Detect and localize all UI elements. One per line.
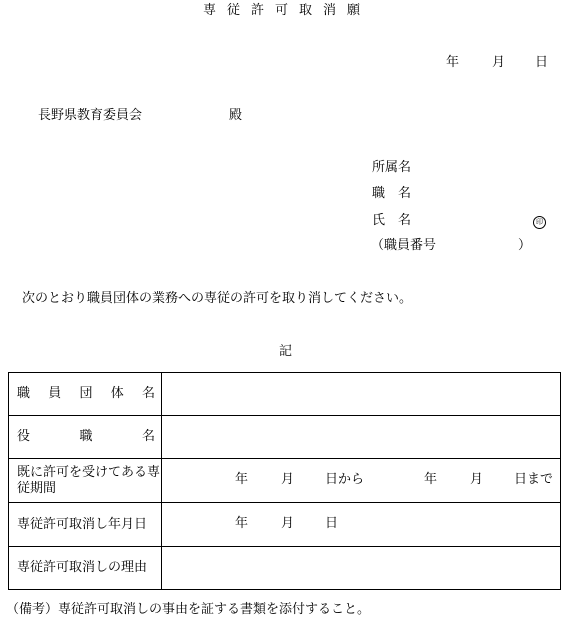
seal-mark [533, 213, 546, 229]
cancel-day: 日 [325, 516, 339, 531]
affiliation-label: 所属名 [372, 160, 412, 175]
row-label-cancellation-date: 専従許可取消し年月日 [9, 503, 162, 547]
row-label-approved-period: 既に許可を受けてある専従期間 [9, 459, 162, 503]
period-end-month: 月 [470, 472, 484, 487]
staff-union-value-cell[interactable] [162, 373, 561, 416]
row-label-position: 役 職 名 [9, 416, 162, 459]
ki-heading: 記 [279, 344, 293, 359]
table-row [9, 547, 561, 590]
name-label: 氏 名 [372, 213, 412, 228]
table-row [9, 503, 561, 547]
addressee-honorific: 殿 [229, 108, 243, 123]
cancel-year: 年 [235, 516, 249, 531]
staff-number-close: ） [518, 238, 532, 253]
cancel-month: 月 [281, 516, 295, 531]
submission-date [0, 55, 569, 71]
date-month-label: 月 [492, 55, 506, 70]
addressee-name: 長野県教育委員会 [38, 108, 143, 123]
position-label: 職 名 [372, 186, 412, 201]
period-end-year: 年 [424, 472, 438, 487]
date-year-label: 年 [446, 55, 460, 70]
remarks-note: （備考）専従許可取消しの事由を証する書類を添付すること。 [6, 602, 371, 617]
period-start-year: 年 [235, 472, 249, 487]
seal-icon: 印 [533, 216, 546, 229]
table-row [9, 416, 561, 459]
period-start-month: 月 [281, 472, 295, 487]
row-label-staff-union: 職 員 団 体 名 [9, 373, 162, 416]
position-value-cell[interactable] [162, 416, 561, 459]
approved-period-value-cell[interactable] [162, 459, 561, 503]
table-row [9, 373, 561, 416]
table-row [9, 459, 561, 503]
document-title: 専従許可取消願 [202, 3, 371, 18]
staff-number-label: （職員番号 [371, 238, 437, 253]
request-body-text: 次のとおり職員団体の業務への専従の許可を取り消してください。 [22, 291, 413, 306]
date-day-label: 日 [535, 55, 549, 70]
cancellation-date-value-cell[interactable] [162, 503, 561, 547]
row-label-cancellation-reason: 専従許可取消しの理由 [9, 547, 162, 590]
request-form-table [8, 372, 561, 590]
cancellation-reason-value-cell[interactable] [162, 547, 561, 590]
period-start-day: 日から [325, 472, 365, 487]
period-end-day: 日まで [514, 472, 554, 487]
